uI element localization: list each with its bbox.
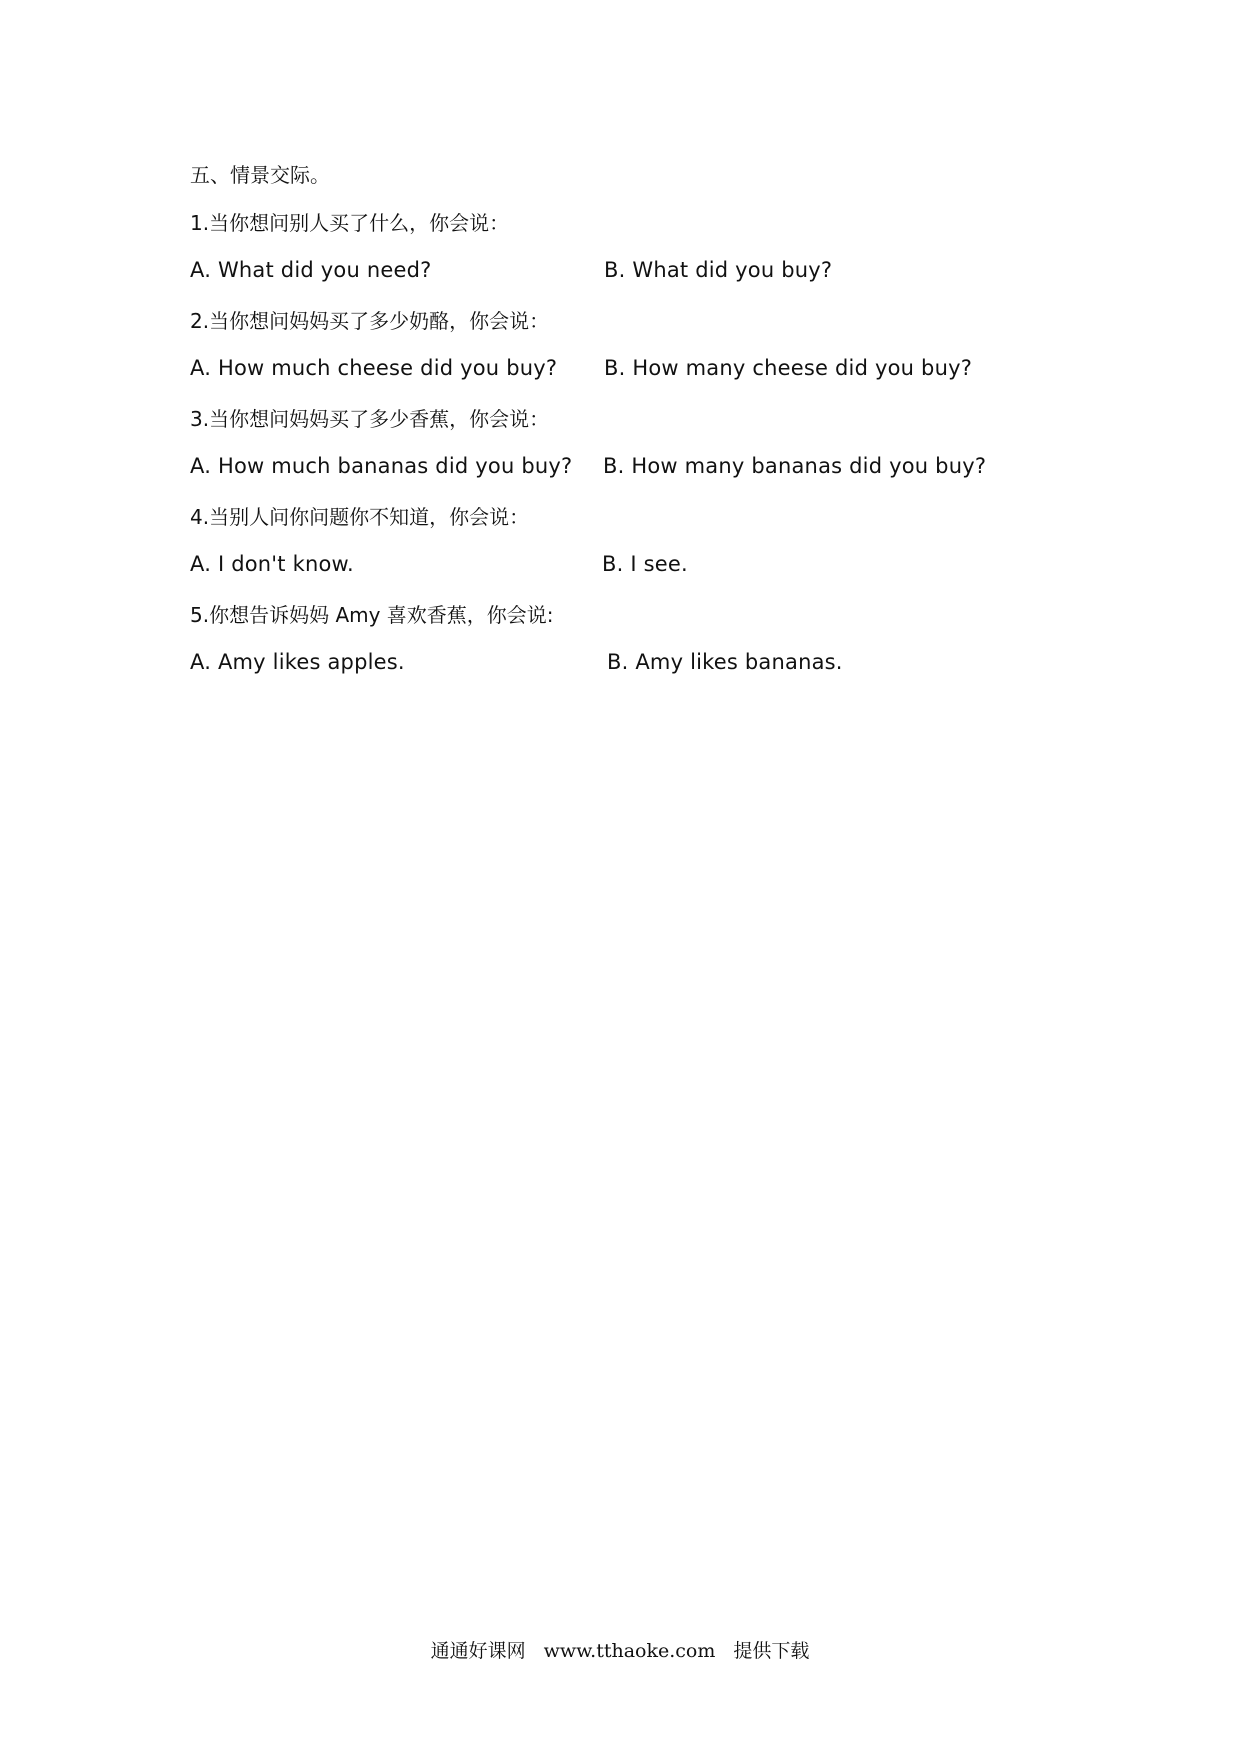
question-5-options xyxy=(190,650,1090,678)
question-4-prompt: 4.当别人问你问题你不知道，你会说： xyxy=(190,505,530,529)
question-3-prompt: 3.当你想问妈妈买了多少香蕉，你会说： xyxy=(190,407,550,431)
question-5-option-a: A. Amy likes apples. xyxy=(190,650,405,674)
footer-url: www.tthaoke.com xyxy=(543,1640,716,1662)
question-3-option-a: A. How much bananas did you buy? xyxy=(190,454,573,478)
footer-suffix: 提供下载 xyxy=(733,1640,810,1662)
question-1-option-b: B. What did you buy? xyxy=(604,258,833,282)
question-1-prompt: 1.当你想问别人买了什么，你会说： xyxy=(190,211,510,235)
question-1-option-a: A. What did you need? xyxy=(190,258,432,282)
question-4-options xyxy=(190,552,1090,580)
question-2-option-b: B. How many cheese did you buy? xyxy=(604,356,973,380)
question-2-options xyxy=(190,356,1090,384)
question-2-option-a: A. How much cheese did you buy? xyxy=(190,356,558,380)
question-5-prompt: 5.你想告诉妈妈 Amy 喜欢香蕉，你会说: xyxy=(190,603,554,627)
footer-site-name: 通通好课网 xyxy=(430,1640,526,1662)
question-4-option-a: A. I don't know. xyxy=(190,552,354,576)
question-2-prompt: 2.当你想问妈妈买了多少奶酪，你会说： xyxy=(190,309,550,333)
section-title: 五、情景交际。 xyxy=(190,163,330,187)
question-3-options xyxy=(190,454,1090,482)
question-3-option-b: B. How many bananas did you buy? xyxy=(603,454,987,478)
page-footer xyxy=(0,1636,1240,1663)
question-5-option-b: B. Amy likes bananas. xyxy=(607,650,843,674)
question-1-options xyxy=(190,258,1090,286)
question-4-option-b: B. I see. xyxy=(602,552,688,576)
